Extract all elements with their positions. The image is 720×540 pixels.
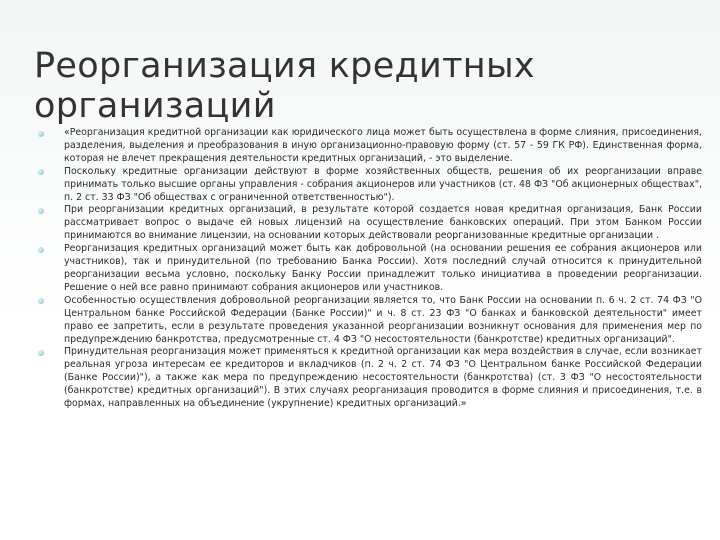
list-item-text: «Реорганизация кредитной организации как юридического лица может быть осуществлена в форме слияния, присоединения, разделения, выделения и преобразования в иную организационно-правовую форму (ст. 57 - 59 ГК РФ). Единственная форма, которая не влечет прекращения деятельности кредитных организаций, - это выделение. [64,127,702,164]
list-item-text: Поскольку кредитные организации действуют в форме хозяйственных обществ, решения об их реорганизации вправе принимать только высшие органы управления - собрания акционеров или участников (ст. 48 ФЗ "Об акционерных обществах", п. 2 ст. 33 ФЗ "Об обществах с ограниченной ответственностью"). [64,165,702,203]
list-item-text: При реорганизации кредитных организаций, в результате которой создается новая кредитная организация, Банк России рассматривает вопрос о выдаче ей новых лицензий на осуществление банковских операций. При этом Банком России принимаются во внимание лицензии, на основании которых действовали реорганизованные кредитные организации . [64,204,702,242]
list-item-text: Реорганизация кредитных организаций может быть как добровольной (на основании решения ее собрания акционеров или участников), так и принудительной (по требованию Банка России). Хотя последний случай относится к принудительной реорганизации весьма условно, поскольку Банку России принадлежит только инициатива в проведении реорганизации. Решение о ней все равно принимают собрания акционеров или участников. [64,243,702,293]
slide-title: Реорганизация кредитных организаций [34,46,535,126]
list-item-text: Особенностью осуществления добровольной реорганизации является то, что Банк России на основании п. 6 ч. 2 ст. 74 ФЗ "О Центральном банке Российской Федерации (Банке России)" и ч. 8 ст. 23 ФЗ "О банках и банковской деятельности" имеет право ее запретить, если в результате проведения указанной реорганизации возникнут основания для применения мер по предупреждению банкротства, предусмотренные ст. 4 ФЗ "О несостоятельности (банкротстве) кредитных организаций". [64,294,702,345]
bullet-icon [38,350,44,356]
list-item-text: Принудительная реорганизация может применяться к кредитной организации как мера воздействия в случае, если возникает реальная угроза интересам ее кредиторов и вкладчиков (п. 2 ч. 2 ст. 74 ФЗ "О Центральном банке Российской Федерации (Банке России)"), а также как мера по предупреждению несостоятельности (банкротства) (ст. 3 ФЗ "О несостоятельности (банкротстве) кредитных организаций"). В этих случаях реорганизация проводится в форме слияния и присоединения, т.е. в формах, направленных на объединение (укрупнение) кредитных организаций.» [64,346,702,410]
list-item [38,346,702,411]
bullet-icon [38,131,44,137]
list-item [38,295,702,347]
bullet-icon [38,169,44,175]
bullet-icon [38,298,44,304]
list-item [38,166,702,205]
bullet-icon [38,247,44,253]
list-item [38,243,702,295]
slide-body [38,127,702,411]
list-item [38,127,702,166]
bullet-icon [38,208,44,214]
list-item [38,204,702,243]
